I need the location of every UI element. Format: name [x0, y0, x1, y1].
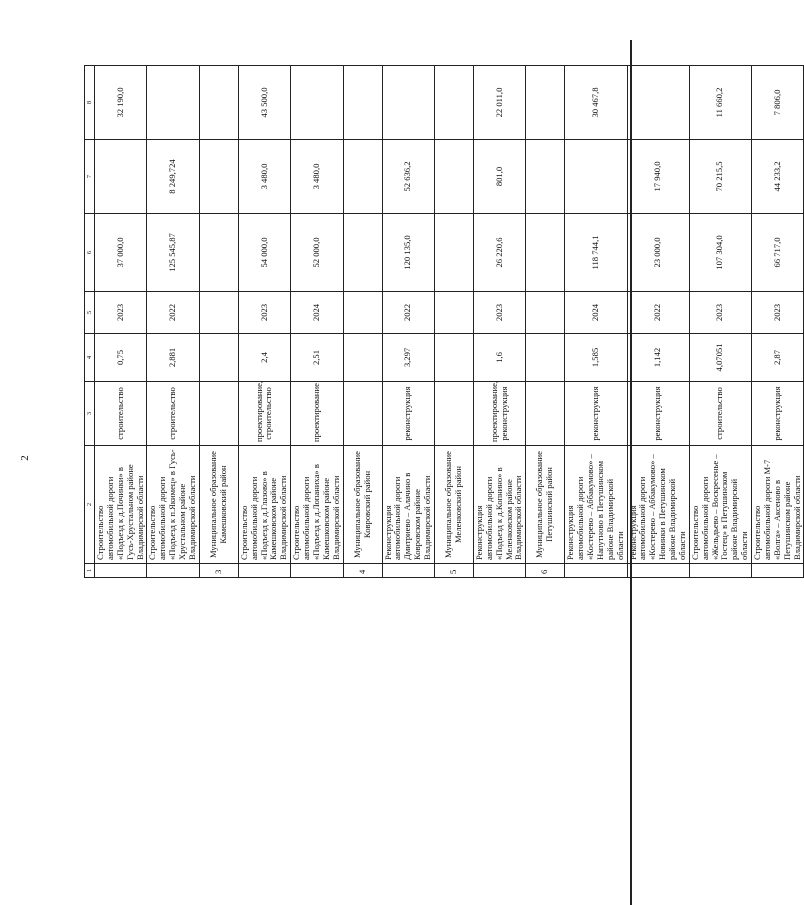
work-type: строительство	[95, 382, 147, 446]
work-type: проектирование, строительство	[238, 382, 290, 446]
table-row	[627, 66, 689, 578]
empty-cell	[526, 382, 565, 446]
completion-year: 2023	[689, 292, 751, 334]
total-cost: 118 744,1	[565, 214, 627, 292]
table-row	[291, 66, 343, 578]
total-cost: 52 000,0	[291, 214, 343, 292]
work-type: реконструкция	[752, 382, 804, 446]
object-name: Реконструкция автомобильной дороги «Костерево – Аббакумово» – Новинки в Петушинском районе Владимирской области	[627, 446, 689, 564]
completion-year: 2024	[565, 292, 627, 334]
length-km: 0,75	[95, 334, 147, 382]
completion-year: 2023	[238, 292, 290, 334]
completion-year: 2023	[473, 292, 525, 334]
empty-cell	[199, 140, 238, 214]
empty-cell	[343, 334, 382, 382]
empty-cell	[199, 66, 238, 140]
table-header-row	[85, 66, 95, 578]
empty-cell	[434, 214, 473, 292]
road-projects-table	[84, 65, 804, 578]
object-name: Реконструкция автомобильной дороги «Подъезд к д.Копнино» в Меленковском районе Владимирской области	[473, 446, 525, 564]
empty-cell	[526, 140, 565, 214]
object-name: Реконструкция автомобильной дороги «Костерево – Аббакумово» – Напутново в Петушинском районе Владимирской области	[565, 446, 627, 564]
table-row	[473, 66, 525, 578]
municipality-row	[434, 66, 473, 578]
cost-col8	[382, 66, 434, 140]
header-cell: 2	[85, 446, 95, 564]
cost-col7: 52 636,2	[382, 140, 434, 214]
length-km: 2,4	[238, 334, 290, 382]
section-number: 4	[343, 564, 382, 578]
total-cost: 23 000,0	[627, 214, 689, 292]
header-cell: 1	[85, 564, 95, 578]
cost-col7: 70 215,5	[689, 140, 751, 214]
row-number	[473, 564, 525, 578]
municipality-row	[343, 66, 382, 578]
object-name: Строительство автомобильной дороги «Подъезд к д.Лопаниха» в Камешковском районе Владимирской области	[291, 446, 343, 564]
rotated-table-container	[84, 66, 802, 578]
cost-col8: 7 806,0	[752, 66, 804, 140]
cost-col7: 17 940,0	[627, 140, 689, 214]
total-cost: 26 220,6	[473, 214, 525, 292]
work-type: строительство	[689, 382, 751, 446]
empty-cell	[199, 334, 238, 382]
cost-col8: 22 011,0	[473, 66, 525, 140]
cost-col7: 801,0	[473, 140, 525, 214]
municipality-title: Муниципальное образование Петушинский район	[526, 446, 565, 564]
work-type: проектирование	[291, 382, 343, 446]
empty-cell	[526, 334, 565, 382]
table-row	[752, 66, 804, 578]
row-number	[95, 564, 147, 578]
empty-cell	[434, 66, 473, 140]
row-number	[147, 564, 199, 578]
total-cost: 107 304,0	[689, 214, 751, 292]
object-name: Строительство автомобильной дороги «Подъезд к д.Глазово» в Камешковском районе Владимирской области	[238, 446, 290, 564]
header-cell: 5	[85, 292, 95, 334]
length-km: 1,6	[473, 334, 525, 382]
object-name: Строительство автомобильной дороги М-7 «Волга» – Аксеново в Петушинском районе Владимирской области	[752, 446, 804, 564]
total-cost: 125 545,87	[147, 214, 199, 292]
empty-cell	[434, 140, 473, 214]
empty-cell	[199, 292, 238, 334]
total-cost: 120 135,0	[382, 214, 434, 292]
header-cell: 3	[85, 382, 95, 446]
cost-col7: 3 480,0	[238, 140, 290, 214]
municipality-row	[199, 66, 238, 578]
page-number: 2	[18, 455, 31, 461]
completion-year: 2024	[291, 292, 343, 334]
completion-year: 2023	[752, 292, 804, 334]
empty-cell	[343, 292, 382, 334]
row-number	[565, 564, 627, 578]
empty-cell	[343, 66, 382, 140]
length-km: 2,87	[752, 334, 804, 382]
completion-year: 2022	[382, 292, 434, 334]
empty-cell	[343, 140, 382, 214]
length-km: 3,297	[382, 334, 434, 382]
length-km: 4,07051	[689, 334, 751, 382]
section-number: 3	[199, 564, 238, 578]
table-row	[95, 66, 147, 578]
work-type: реконструкция	[627, 382, 689, 446]
cost-col7	[565, 140, 627, 214]
row-number	[627, 564, 689, 578]
table-row	[382, 66, 434, 578]
municipality-row	[526, 66, 565, 578]
cost-col8	[627, 66, 689, 140]
table-row	[565, 66, 627, 578]
completion-year: 2023	[95, 292, 147, 334]
empty-cell	[526, 66, 565, 140]
municipality-title: Муниципальное образование Меленковский район	[434, 446, 473, 564]
cost-col8: 11 660,2	[689, 66, 751, 140]
empty-cell	[526, 292, 565, 334]
object-name: Строительство автомобильной дороги «Жельдьево – Воскресенье – Гостец» в Петушинском районе Владимирской области	[689, 446, 751, 564]
empty-cell	[434, 292, 473, 334]
length-km: 2,51	[291, 334, 343, 382]
header-cell: 8	[85, 66, 95, 140]
cost-col8: 30 467,8	[565, 66, 627, 140]
empty-cell	[343, 382, 382, 446]
table-row	[238, 66, 290, 578]
cost-col8	[291, 66, 343, 140]
empty-cell	[199, 382, 238, 446]
cost-col8	[147, 66, 199, 140]
work-type: реконструкция	[565, 382, 627, 446]
total-cost: 66 717,0	[752, 214, 804, 292]
row-number	[689, 564, 751, 578]
section-number: 6	[526, 564, 565, 578]
length-km: 2,881	[147, 334, 199, 382]
municipality-title: Муниципальное образование Камешковский район	[199, 446, 238, 564]
completion-year: 2022	[627, 292, 689, 334]
total-cost: 54 000,0	[238, 214, 290, 292]
municipality-title: Муниципальное образование Ковровский район	[343, 446, 382, 564]
empty-cell	[434, 334, 473, 382]
header-cell: 7	[85, 140, 95, 214]
cost-col7: 3 480,0	[291, 140, 343, 214]
section-number: 5	[434, 564, 473, 578]
table-body	[85, 66, 804, 578]
length-km: 1,585	[565, 334, 627, 382]
empty-cell	[526, 214, 565, 292]
empty-cell	[434, 382, 473, 446]
cost-col8: 43 500,0	[238, 66, 290, 140]
table-row	[147, 66, 199, 578]
work-type: реконструкция	[382, 382, 434, 446]
cost-col8: 32 190,0	[95, 66, 147, 140]
completion-year: 2022	[147, 292, 199, 334]
row-number	[291, 564, 343, 578]
length-km: 1,142	[627, 334, 689, 382]
total-cost: 37 000,0	[95, 214, 147, 292]
empty-cell	[199, 214, 238, 292]
object-name: Реконструкция автомобильной дороги Дмитриево – Алачино в Ковровском районе Владимирской области	[382, 446, 434, 564]
cost-col7	[95, 140, 147, 214]
table-row	[689, 66, 751, 578]
object-name: Строительство автомобильной дороги «Подъезд к п.Якимец» в Гусь-Хрустальном районе Владимирской области	[147, 446, 199, 564]
work-type: проектирование, реконструкция	[473, 382, 525, 446]
row-number	[238, 564, 290, 578]
object-name: Строительство автомобильной дороги «Подъезд к д.Починки» в Гусь-Хрустальном районе Владимирской области	[95, 446, 147, 564]
header-cell: 4	[85, 334, 95, 382]
header-cell: 6	[85, 214, 95, 292]
work-type: строительство	[147, 382, 199, 446]
row-number	[752, 564, 804, 578]
empty-cell	[343, 214, 382, 292]
row-number	[382, 564, 434, 578]
cost-col7: 8 249,724	[147, 140, 199, 214]
cost-col7: 44 233,2	[752, 140, 804, 214]
